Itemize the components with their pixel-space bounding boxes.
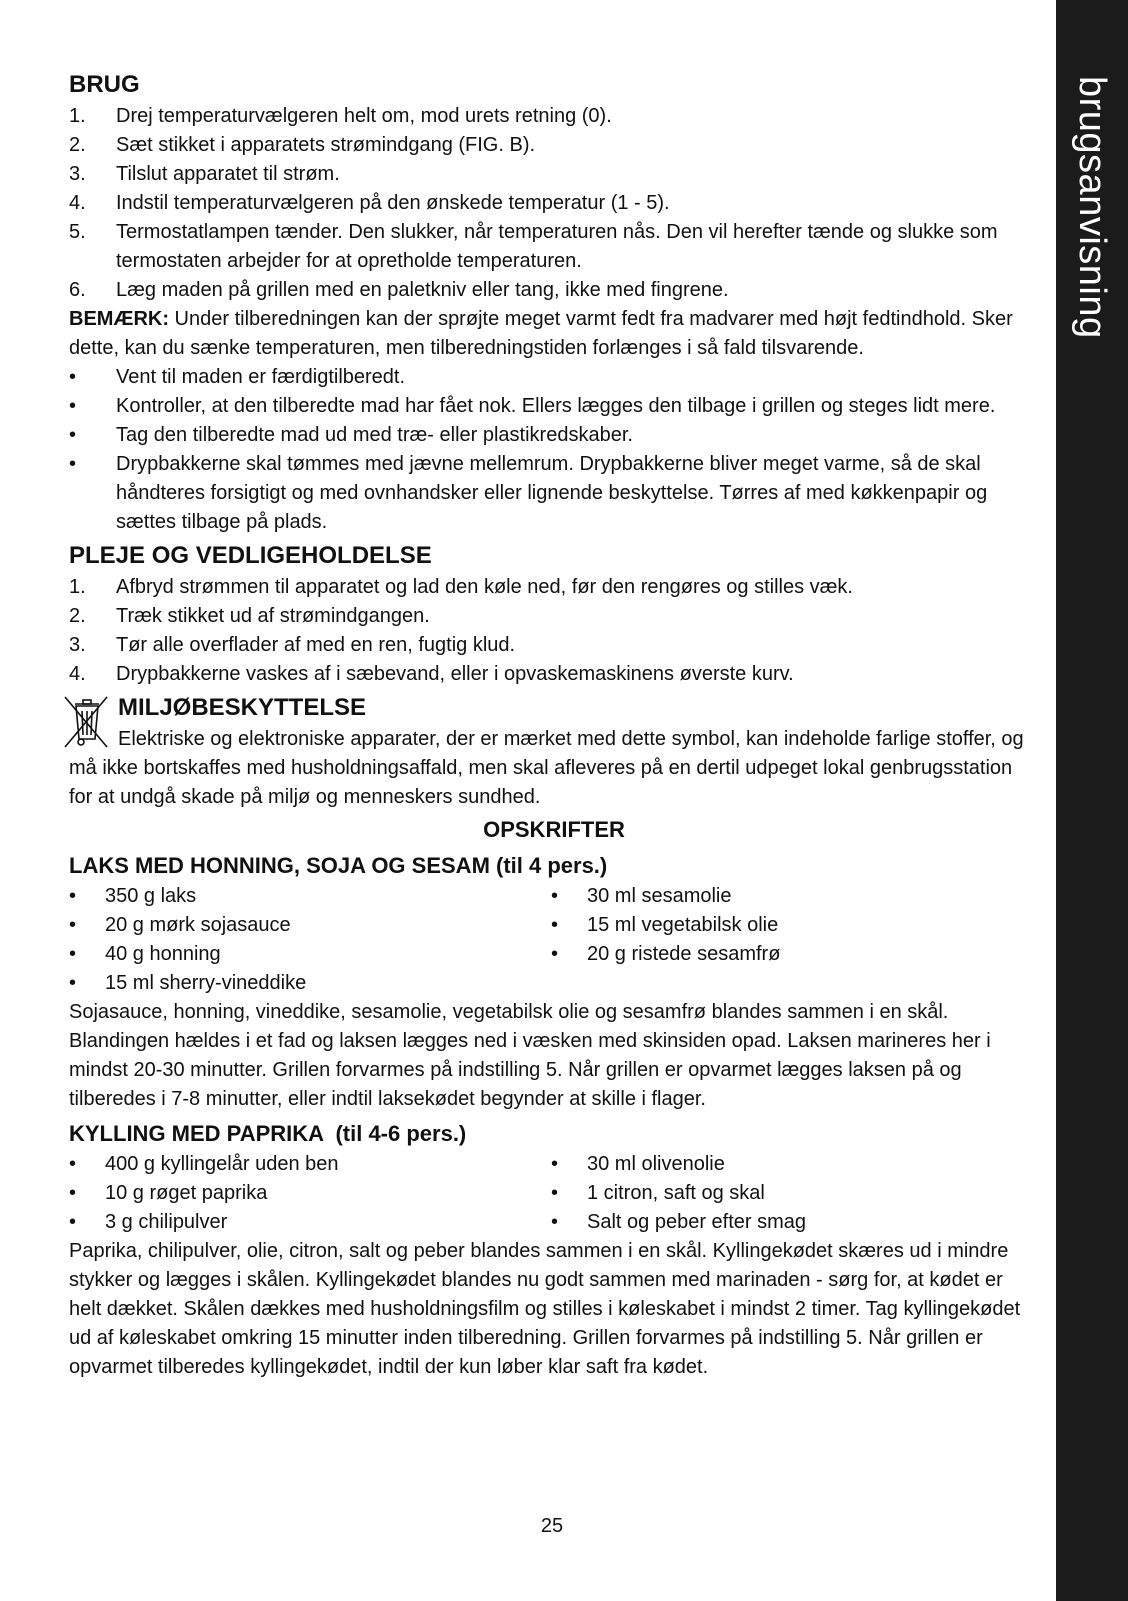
- bullet-mark: •: [551, 914, 559, 936]
- step-number: 4.: [69, 192, 86, 214]
- ingredient-text: 15 ml sherry-vineddike: [105, 972, 307, 994]
- ingredient: [69, 940, 551, 969]
- step-text: Læg maden på grillen med en paletkniv eller tang, ikke med fingrene.: [116, 279, 729, 301]
- section-brug: [69, 68, 1039, 537]
- ingredient: [551, 940, 1033, 969]
- bullet-mark: •: [551, 885, 559, 907]
- bullet-text: Vent til maden er færdigtilberedt.: [116, 366, 406, 388]
- ingredient-text: 15 ml vegetabilsk olie: [587, 914, 779, 936]
- list-item: [69, 660, 1039, 689]
- ingredient: [69, 882, 551, 911]
- ingredients-laks: [69, 882, 1039, 998]
- note-text: Under tilberedningen kan der sprøjte meget varmt fedt fra madvarer med højt fedtindhold. Sker dette, kan du sænke temperaturen, men tilberedningstiden forlænges i så fald tilsvarende.: [69, 308, 1013, 359]
- step-number: 3.: [69, 634, 86, 656]
- side-tab-label: brugsanvisning: [1071, 76, 1113, 339]
- bullet-mark: •: [69, 943, 77, 965]
- bullet-mark: •: [69, 1182, 77, 1204]
- note-paragraph: [69, 305, 1039, 363]
- step-text: Drypbakkerne vaskes af i sæbevand, eller i opvaskemaskinens øverste kurv.: [116, 663, 794, 685]
- recipe-method-laks: Sojasauce, honning, vineddike, sesamolie, vegetabilsk olie og sesamfrø blandes sammen i en skål. Blandingen hældes i et fad og laksen lægges ned i væsken med skinsiden opad. Laksen marineres her i mindst 20-30 minutter. Grillen forvarmes på indstilling 5. Når grillen er opvarmet lægges laksen på og tilberedes i 7-8 minutter, eller indtil laksekødet begynder at skille i flager.: [69, 1001, 991, 1110]
- ingredient-text: 30 ml sesamolie: [587, 885, 732, 907]
- step-number: 1.: [69, 576, 86, 598]
- list-item: [69, 631, 1039, 660]
- step-text: Indstil temperaturvælgeren på den ønskede temperatur (1 - 5).: [116, 192, 670, 214]
- step-text: Træk stikket ud af strømindgangen.: [116, 605, 430, 627]
- ingredient: [69, 911, 551, 940]
- bullet-mark: •: [69, 424, 77, 446]
- ingredient-text: 20 g ristede sesamfrø: [587, 943, 781, 965]
- recipe-title-kylling: KYLLING MED PAPRIKA (til 4-6 pers.): [69, 1121, 467, 1146]
- miljo-text: Elektriske og elektroniske apparater, der er mærket med dette symbol, kan indeholde farlige stoffer, og må ikke bortskaffes med husholdningsaffald, men skal afleveres på en dertil udpeget lokal genbrugsstation for at undgå skade på miljø og menneskers sundhed.: [69, 728, 1024, 808]
- list-item: [69, 160, 1039, 189]
- step-number: 6.: [69, 279, 86, 301]
- brug-steps: [69, 102, 1039, 305]
- ingredient-text: 400 g kyllingelår uden ben: [105, 1153, 339, 1175]
- ingredient-text: 1 citron, saft og skal: [587, 1182, 765, 1204]
- recipe-kylling: [69, 1118, 1039, 1382]
- bullet-mark: •: [69, 1211, 77, 1233]
- ingredient: [551, 1179, 1033, 1208]
- step-number: 2.: [69, 134, 86, 156]
- list-item: [69, 276, 1039, 305]
- brug-bullets: [69, 363, 1039, 537]
- bullet-mark: •: [551, 1211, 559, 1233]
- list-item: [69, 392, 1039, 421]
- bullet-mark: •: [69, 1153, 77, 1175]
- list-item: [69, 573, 1039, 602]
- ingredient: [551, 882, 1033, 911]
- recipe-laks: [69, 850, 1039, 1114]
- ingredients-left: [69, 882, 551, 998]
- ingredient: [69, 1208, 551, 1237]
- step-text: Tør alle overflader af med en ren, fugtig klud.: [116, 634, 516, 656]
- side-tab: [1056, 0, 1128, 1601]
- bullet-mark: •: [551, 943, 559, 965]
- list-item: [69, 602, 1039, 631]
- ingredient-text: 20 g mørk sojasauce: [105, 914, 291, 936]
- crossed-out-wheelie-bin-icon: [61, 695, 111, 749]
- content: [69, 68, 1039, 1382]
- step-number: 1.: [69, 105, 86, 127]
- bullet-text: Kontroller, at den tilberedte mad har fået nok. Ellers lægges den tilbage i grillen og steges lidt mere.: [116, 395, 996, 417]
- recipes-title: OPSKRIFTER: [483, 817, 625, 842]
- bullet-mark: •: [69, 366, 77, 388]
- ingredient-text: 3 g chilipulver: [105, 1211, 228, 1233]
- list-item: [69, 363, 1039, 392]
- ingredient: [69, 1179, 551, 1208]
- miljo-header: [69, 691, 1039, 725]
- section-miljo: [69, 691, 1039, 812]
- ingredient: [69, 1150, 551, 1179]
- ingredient: [551, 1150, 1033, 1179]
- step-text: Drej temperaturvælgeren helt om, mod urets retning (0).: [116, 105, 612, 127]
- ingredients-left: [69, 1150, 551, 1237]
- section-title-brug: BRUG: [69, 71, 140, 98]
- list-item: [69, 131, 1039, 160]
- ingredients-kylling: [69, 1150, 1039, 1237]
- note-label: BEMÆRK:: [69, 308, 169, 330]
- ingredient-text: 40 g honning: [105, 943, 221, 965]
- bullet-mark: •: [69, 914, 77, 936]
- list-item: [69, 218, 1039, 276]
- bullet-mark: •: [69, 453, 77, 475]
- recipe-method-kylling: Paprika, chilipulver, olie, citron, salt og peber blandes sammen i en skål. Kyllingekødet skæres ud i mindre stykker og lægges i skålen. Kyllingekødet blandes nu godt sammen med marinaden - sørg for, at kødet er helt dækket. Skålen dækkes med husholdningsfilm og stilles i køleskabet i mindst 2 timer. Tag kyllingekødet ud af køleskabet omkring 15 minutter inden tilberedning. Grillen forvarmes på indstilling 5. Når grillen er opvarmet tilberedes kyllingekødet, indtil der kun løber klar saft fra kødet.: [69, 1240, 1021, 1378]
- bullet-mark: •: [69, 885, 77, 907]
- step-number: 5.: [69, 221, 86, 243]
- ingredients-right: [551, 1150, 1033, 1237]
- section-title-pleje: PLEJE OG VEDLIGEHOLDELSE: [69, 542, 432, 569]
- bullet-mark: •: [551, 1182, 559, 1204]
- ingredient-text: 30 ml olivenolie: [587, 1153, 725, 1175]
- ingredients-right: [551, 882, 1033, 998]
- ingredient-text: Salt og peber efter smag: [587, 1211, 807, 1233]
- ingredient-text: 350 g laks: [105, 885, 197, 907]
- step-text: Sæt stikket i apparatets strømindgang (FIG. B).: [116, 134, 536, 156]
- bullet-text: Tag den tilberedte mad ud med træ- eller plastikredskaber.: [116, 424, 633, 446]
- page-number: 25: [540, 1515, 564, 1537]
- recipe-title-laks: LAKS MED HONNING, SOJA OG SESAM (til 4 pers.): [69, 853, 608, 878]
- bullet-mark: •: [69, 972, 77, 994]
- step-text: Termostatlampen tænder. Den slukker, når temperaturen nås. Den vil herefter tænde og slukke som termostaten arbejder for at opretholde temperaturen.: [116, 221, 998, 272]
- step-text: Tilslut apparatet til strøm.: [116, 163, 340, 185]
- section-pleje: [69, 539, 1039, 689]
- bullet-text: Drypbakkerne skal tømmes med jævne mellemrum. Drypbakkerne bliver meget varme, så de skal håndteres forsigtigt og med ovnhandsker eller lignende beskyttelse. Tørres af med køkkenpapir og sættes tilbage på plads.: [116, 453, 988, 533]
- ingredient-text: 10 g røget paprika: [105, 1182, 268, 1204]
- list-item: [69, 189, 1039, 218]
- list-item: [69, 102, 1039, 131]
- ingredient: [551, 1208, 1033, 1237]
- step-number: 3.: [69, 163, 86, 185]
- step-text: Afbryd strømmen til apparatet og lad den køle ned, før den rengøres og stilles væk.: [116, 576, 853, 598]
- list-item: [69, 421, 1039, 450]
- ingredient: [69, 969, 551, 998]
- step-number: 4.: [69, 663, 86, 685]
- step-number: 2.: [69, 605, 86, 627]
- bullet-mark: •: [551, 1153, 559, 1175]
- ingredient: [551, 911, 1033, 940]
- section-title-miljo: MILJØBESKYTTELSE: [118, 694, 367, 721]
- bullet-mark: •: [69, 395, 77, 417]
- list-item: [69, 450, 1039, 537]
